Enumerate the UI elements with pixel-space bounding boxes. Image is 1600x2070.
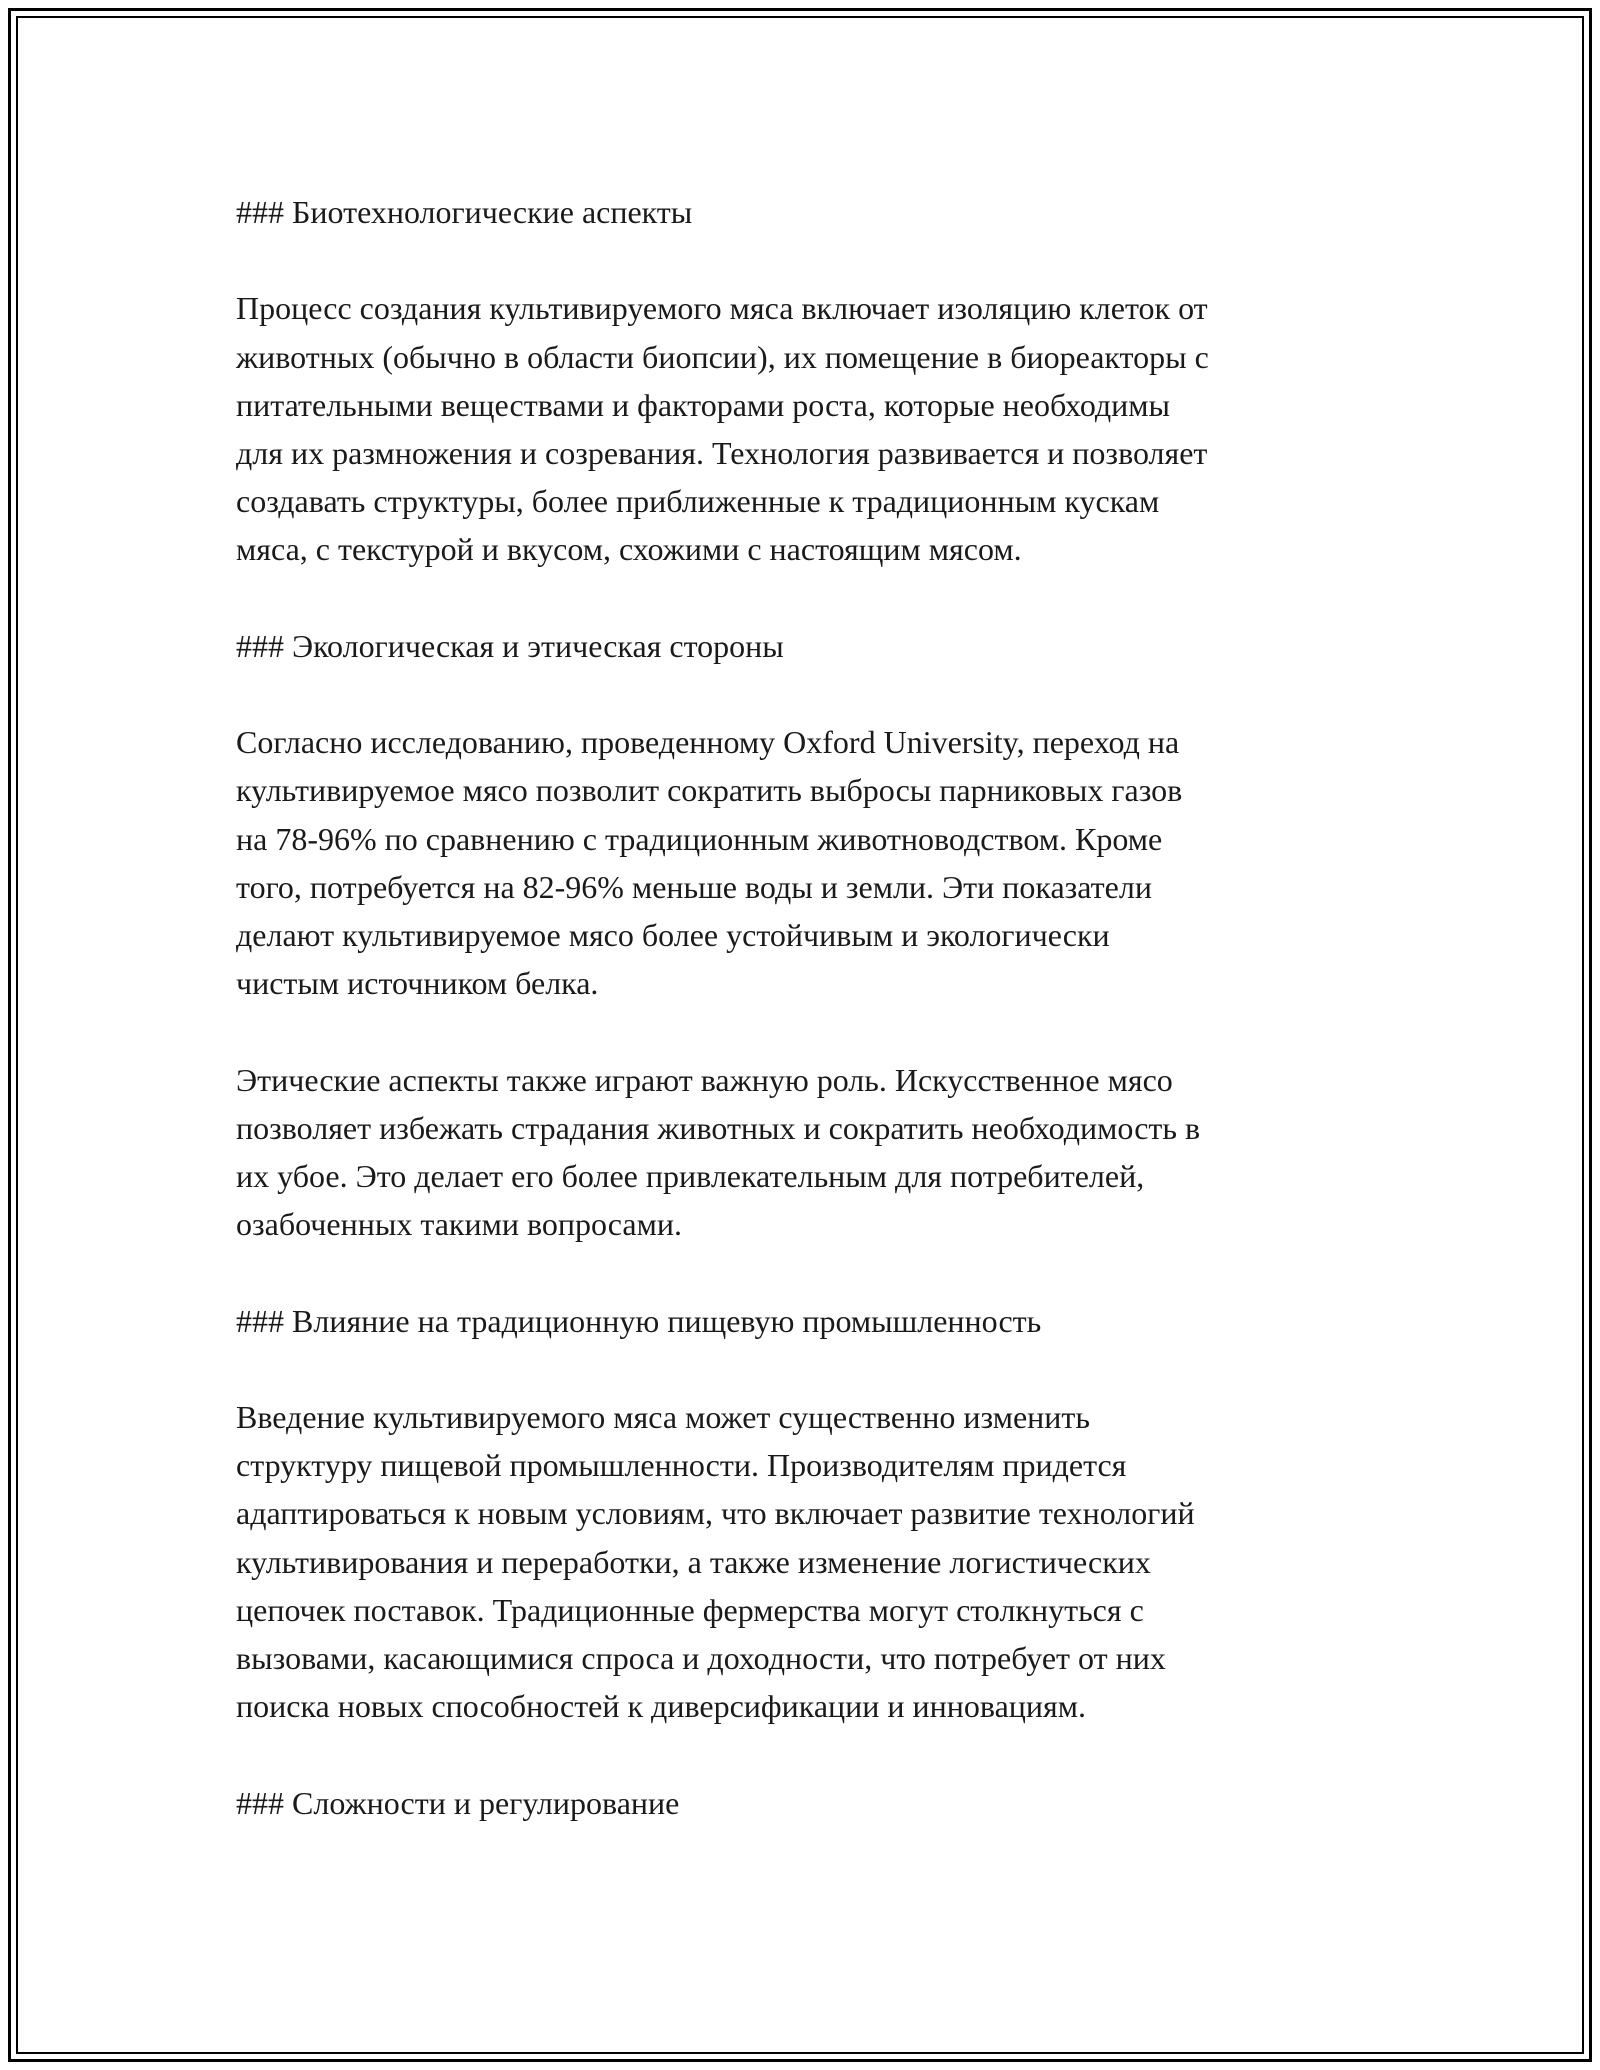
text-line: питательными веществами и факторами роста, которые необходимы (236, 386, 1171, 423)
text-line: для их размножения и созревания. Технология развивается и позволяет (236, 435, 1208, 471)
text-line: мяса, с текстурой и вкусом, схожими с настоящим мясом. (236, 531, 1022, 568)
text-line: Этические аспекты также играют важную роль. Искусственное мясо (236, 1061, 1173, 1098)
text-line: вызовами, касающимися спроса и доходности, что потребует от них (236, 1640, 1166, 1676)
text-line: того, потребуется на 82-96% меньше воды и земли. Эти показатели (236, 868, 1152, 905)
text-line: на 78-96% по сравнению с традиционным животноводством. Кроме (236, 820, 1163, 857)
section-heading: ### Биотехнологические аспекты (236, 194, 693, 230)
text-line: адаптироваться к новым условиям, что включает развитие технологий (236, 1495, 1195, 1532)
section-heading: ### Экологическая и этическая стороны (236, 627, 784, 664)
text-line: Согласно исследованию, проведенному Oxford University, переход на (236, 724, 1180, 761)
text-line: их убое. Это делает его более привлекательным для потребителей, (236, 1158, 1145, 1194)
text-line: культивирования и переработки, а также изменение логистических (236, 1543, 1151, 1580)
text-line: Процесс создания культивируемого мяса включает изоляцию клеток от (236, 290, 1208, 327)
text-line: цепочек поставок. Традиционные фермерства могут столкнуться с (236, 1591, 1144, 1628)
paragraph (236, 1056, 1366, 1249)
text-line: позволяет избежать страдания животных и сократить необходимость в (236, 1109, 1201, 1146)
text-line: структуру пищевой промышленности. Производителям придется (236, 1447, 1127, 1484)
paragraph (236, 718, 1366, 1007)
paragraph (236, 1393, 1366, 1730)
text-line: чистым источником белка. (236, 965, 599, 1002)
text-line: животных (обычно в области биопсии), их помещение в биореакторы с (236, 338, 1209, 375)
text-line: делают культивируемое мясо более устойчивым и экологически (236, 917, 1110, 953)
section-heading: ### Влияние на традиционную пищевую промышленность (236, 1302, 1042, 1339)
text-line: создавать структуры, более приближенные к традиционным кускам (236, 483, 1160, 520)
paragraph (236, 284, 1366, 573)
text-line: Введение культивируемого мяса может существенно изменить (236, 1398, 1090, 1435)
document-body (236, 188, 1366, 1875)
text-line: поиска новых способностей к диверсификации и инновациям. (236, 1688, 1087, 1725)
section-heading: ### Сложности и регулирование (236, 1784, 680, 1821)
text-line: озабоченных такими вопросами. (236, 1206, 682, 1243)
text-line: культивируемое мясо позволит сократить выбросы парниковых газов (236, 772, 1183, 809)
